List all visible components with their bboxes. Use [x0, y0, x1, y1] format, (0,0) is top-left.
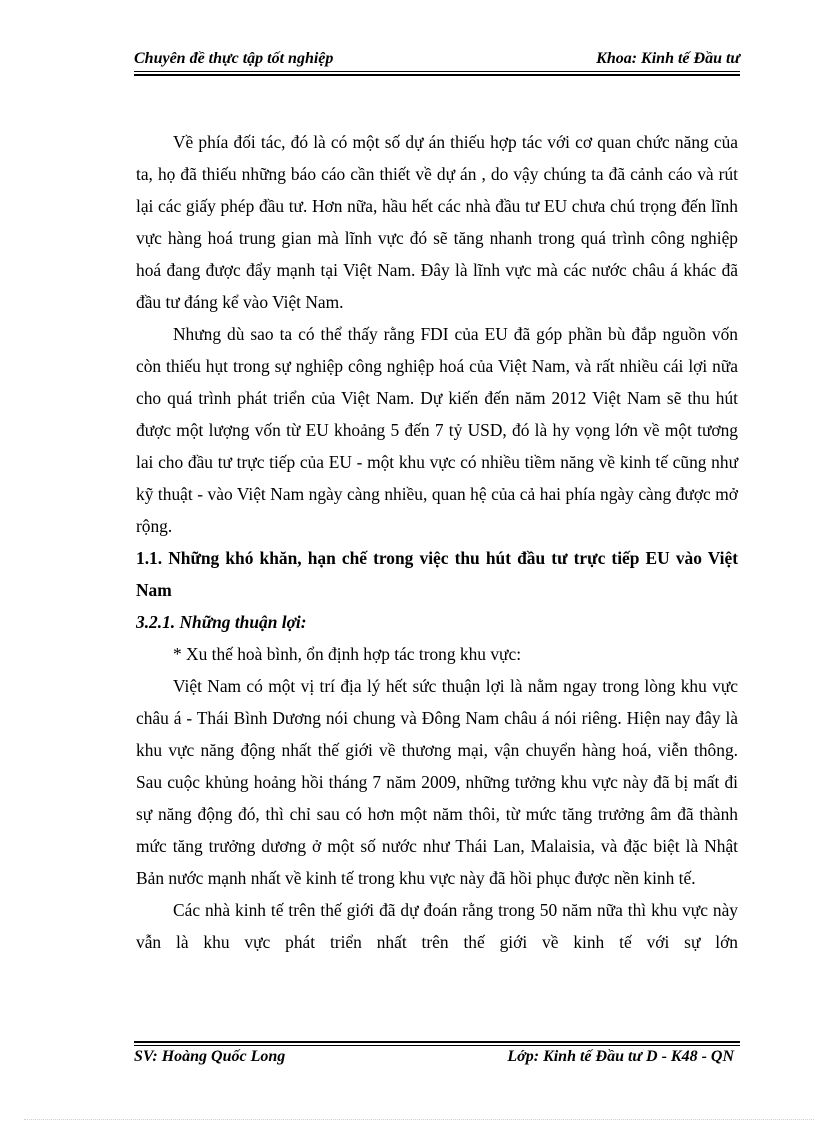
footer-student: SV: Hoàng Quốc Long [134, 1048, 286, 1065]
footer-rule-thick [134, 1041, 740, 1043]
paragraph-geography: Việt Nam có một vị trí địa lý hết sức thuận lợi là nằm ngay trong lòng khu vực châu á - Thái Bình Dương nói chung và Đông Nam châu á nói riêng. Hiện nay đây là khu vực năng động nhất thế giới về thương mại, vận chuyển hàng hoá, viễn thông. Sau cuộc khủng hoảng hồi tháng 7 năm 2009, những tưởng khu vực này đã bị mất đi sự năng động đó, thì chỉ sau có hơn một năm thôi, từ mức tăng trưởng âm đã thành mức tăng trưởng dương ở một số nước như Thái Lan, Malaisia, và đặc biệt là Nhật Bản nước mạnh nhất về kinh tế trong khu vực này đã hồi phục được nền kinh tế. [136, 676, 738, 888]
footer-rule [134, 1045, 740, 1046]
header-faculty: Khoa: Kinh tế Đầu tư [596, 50, 740, 67]
footer-class: Lớp: Kinh tế Đầu tư D - K48 - QN [507, 1048, 734, 1065]
header-thesis-title: Chuyên đề thực tập tốt nghiệp [134, 50, 334, 67]
header-rule [134, 71, 740, 72]
section-heading: 1.1. Những khó khăn, hạn chế trong việc thu hút đầu tư trực tiếp EU vào Việt Nam [136, 548, 738, 600]
paragraph-partners: Về phía đối tác, đó là có một số dự án thiếu hợp tác với cơ quan chức năng của ta, họ đã thiếu những báo cáo cần thiết về dự án , do vậy chúng ta đã cảnh cáo và rút lại các giấy phép đầu tư. Hơn nữa, hầu hết các nhà đầu tư EU chưa chú trọng đến lĩnh vực hàng hoá trung gian mà lĩnh vực đó sẽ tăng nhanh trong quá trình công nghiệp hoá đang được đẩy mạnh tại Việt Nam. Đây là lĩnh vực mà các nước châu á khác đã đầu tư đáng kể vào Việt Nam. [136, 132, 738, 312]
paragraph-forecast: Các nhà kinh tế trên thế giới đã dự đoán rằng trong 50 năm nữa thì khu vực này vẫn là khu vực phát triển nhất trên thế giới về kinh tế với sự lớn [136, 900, 738, 952]
page-header [134, 48, 740, 70]
header-rule-thick [134, 74, 740, 76]
page-footer [134, 1048, 740, 1070]
bullet-item: * Xu thế hoà bình, ổn định hợp tác trong khu vực: [173, 644, 522, 664]
subsection-heading: 3.2.1. Những thuận lợi: [136, 612, 307, 632]
paragraph-fdi-contribution: Nhưng dù sao ta có thể thấy rằng FDI của EU đã góp phần bù đắp nguồn vốn còn thiếu hụt trong sự nghiệp công nghiệp hoá của Việt Nam, và rất nhiều cái lợi nữa cho quá trình phát triển của Việt Nam. Dự kiến đến năm 2012 Việt Nam sẽ thu hút được một lượng vốn từ EU khoảng 5 đến 7 tỷ USD, đó là hy vọng lớn về một tương lai cho đầu tư trực tiếp của EU - một khu vực có nhiều tiềm năng về kinh tế cũng như kỹ thuật - vào Việt Nam ngày càng nhiều, quan hệ của cả hai phía ngày càng được mở rộng. [136, 324, 738, 536]
document-body [136, 126, 738, 958]
page-edge-divider [24, 1119, 814, 1120]
